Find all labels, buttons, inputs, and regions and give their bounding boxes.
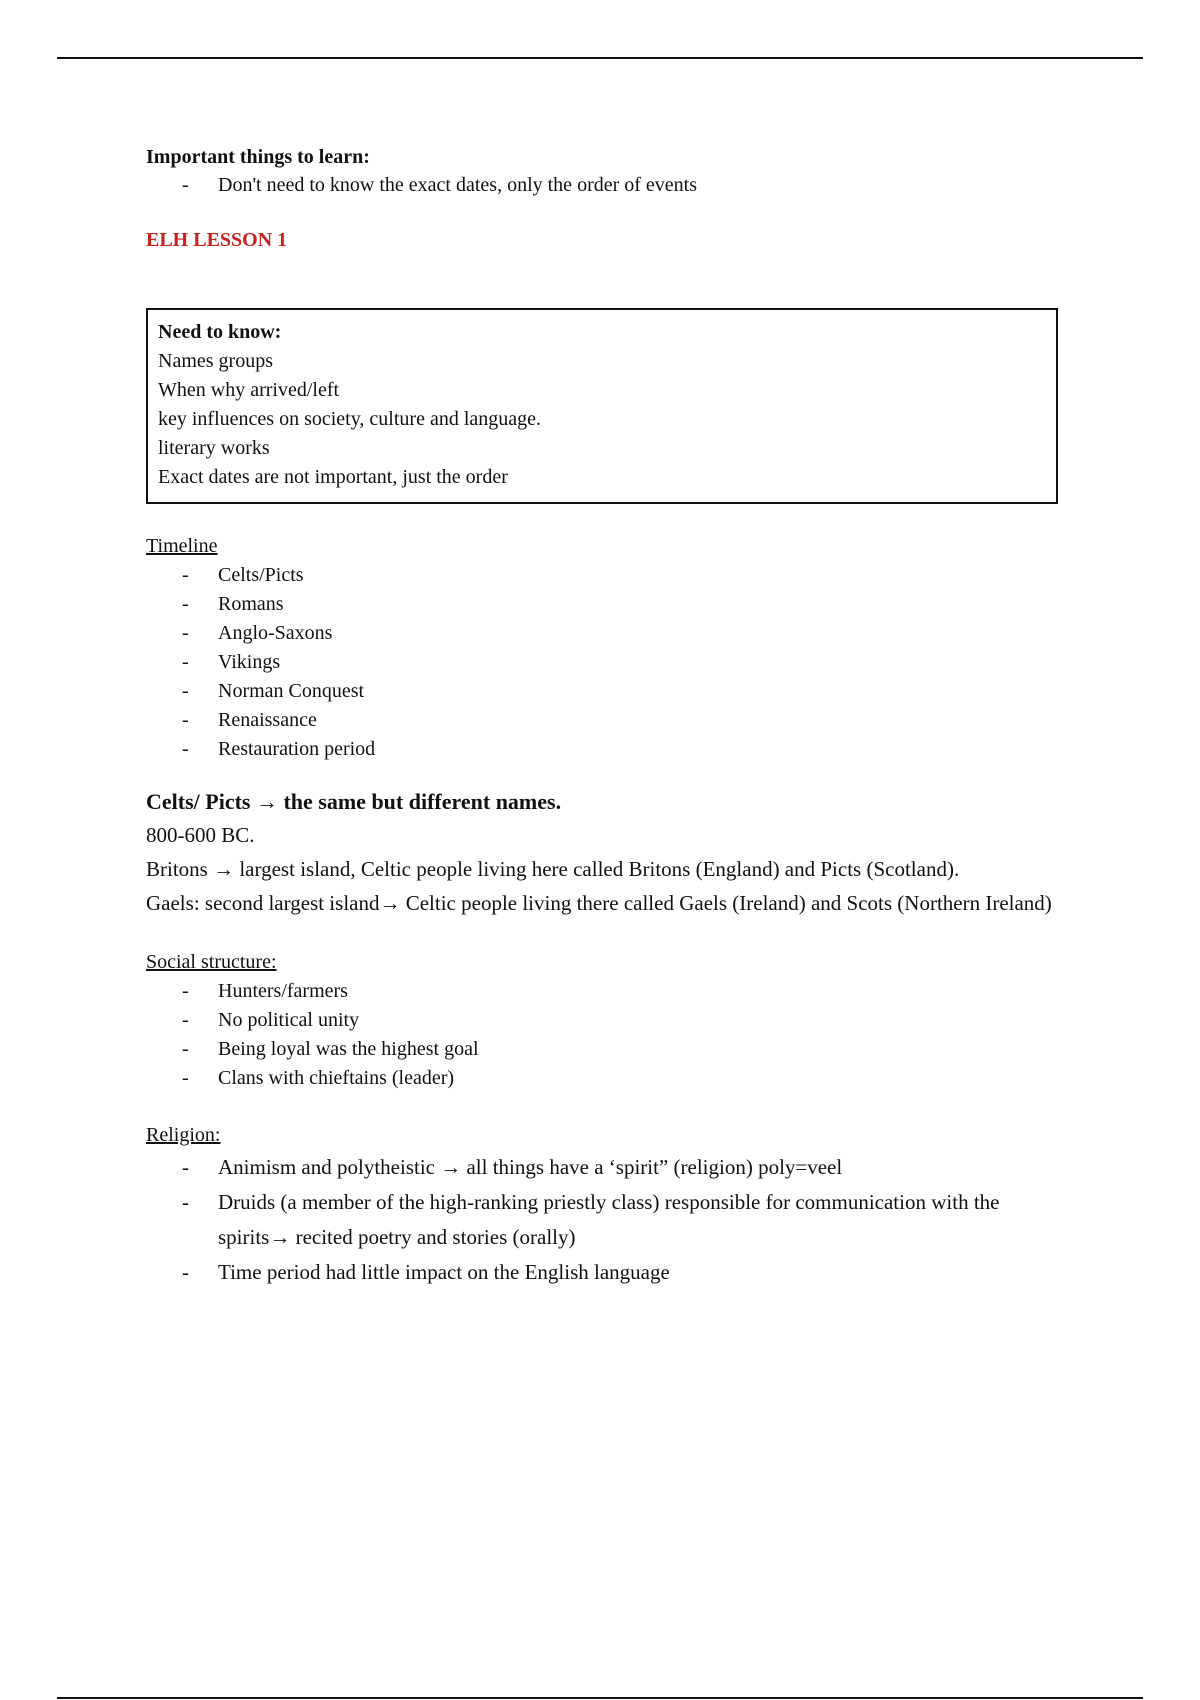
social-list (146, 977, 1058, 1093)
bullet-dash: - (182, 1009, 189, 1031)
celts-paragraph: 800-600 BC. (146, 823, 255, 847)
bottom-rule (57, 1697, 1143, 1699)
religion-list (146, 1150, 1058, 1290)
bullet-dash: - (182, 593, 189, 615)
intro-heading: Important things to learn: (146, 146, 370, 168)
list-item: - Norman Conquest (146, 677, 1058, 706)
bullet-dash: - (182, 1260, 189, 1284)
box-line: Names groups (158, 350, 273, 372)
need-to-know-box (146, 308, 1058, 504)
box-title: Need to know: (158, 321, 282, 343)
list-item: - Clans with chieftains (leader) (146, 1064, 1058, 1093)
bullet-dash: - (182, 680, 189, 702)
list-item: - Being loyal was the highest goal (146, 1035, 1058, 1064)
list-item: - Renaissance (146, 706, 1058, 735)
celts-heading: Celts/ Picts → the same but different names. (146, 789, 562, 814)
box-line: When why arrived/left (158, 379, 340, 401)
top-rule (57, 57, 1143, 59)
bullet-dash: - (182, 1067, 189, 1089)
bullet-dash: - (182, 1038, 189, 1060)
list-item: - Druids (a member of the high-ranking priestly class) responsible for communication with the spirits→ recited poetry and stories (orally) (146, 1185, 1058, 1255)
list-item: - Don't need to know the exact dates, only the order of events (146, 171, 1058, 200)
list-item: - Vikings (146, 648, 1058, 677)
bullet-dash: - (182, 174, 189, 196)
celts-paragraph: Gaels: second largest island→ Celtic people living there called Gaels (Ireland) and Scots (Northern Ireland) (146, 891, 1052, 915)
bullet-dash: - (182, 709, 189, 731)
list-item: - Celts/Picts (146, 561, 1058, 590)
box-line: Exact dates are not important, just the order (158, 466, 508, 488)
bullet-dash: - (182, 1190, 189, 1214)
list-item: - No political unity (146, 1006, 1058, 1035)
document-body (146, 143, 1058, 1290)
bullet-dash: - (182, 564, 189, 586)
list-item: - Romans (146, 590, 1058, 619)
timeline-list (146, 561, 1058, 764)
intro-list (146, 171, 1058, 200)
list-item: - Time period had little impact on the English language (146, 1255, 1058, 1290)
bullet-dash: - (182, 622, 189, 644)
lesson-title: ELH LESSON 1 (146, 229, 288, 251)
timeline-heading: Timeline (146, 535, 218, 557)
bullet-dash: - (182, 651, 189, 673)
social-heading: Social structure: (146, 951, 277, 973)
celts-paragraph: Britons → largest island, Celtic people living here called Britons (England) and Picts (Scotland). (146, 857, 960, 881)
box-line: key influences on society, culture and language. (158, 408, 542, 430)
list-item: - Animism and polytheistic → all things have a ‘spirit” (religion) poly=veel (146, 1150, 1058, 1185)
bullet-dash: - (182, 1155, 189, 1179)
religion-heading: Religion: (146, 1124, 221, 1146)
bullet-dash: - (182, 738, 189, 760)
list-item: - Anglo-Saxons (146, 619, 1058, 648)
box-line: literary works (158, 437, 270, 459)
list-item: - Hunters/farmers (146, 977, 1058, 1006)
bullet-dash: - (182, 980, 189, 1002)
list-item: - Restauration period (146, 735, 1058, 764)
